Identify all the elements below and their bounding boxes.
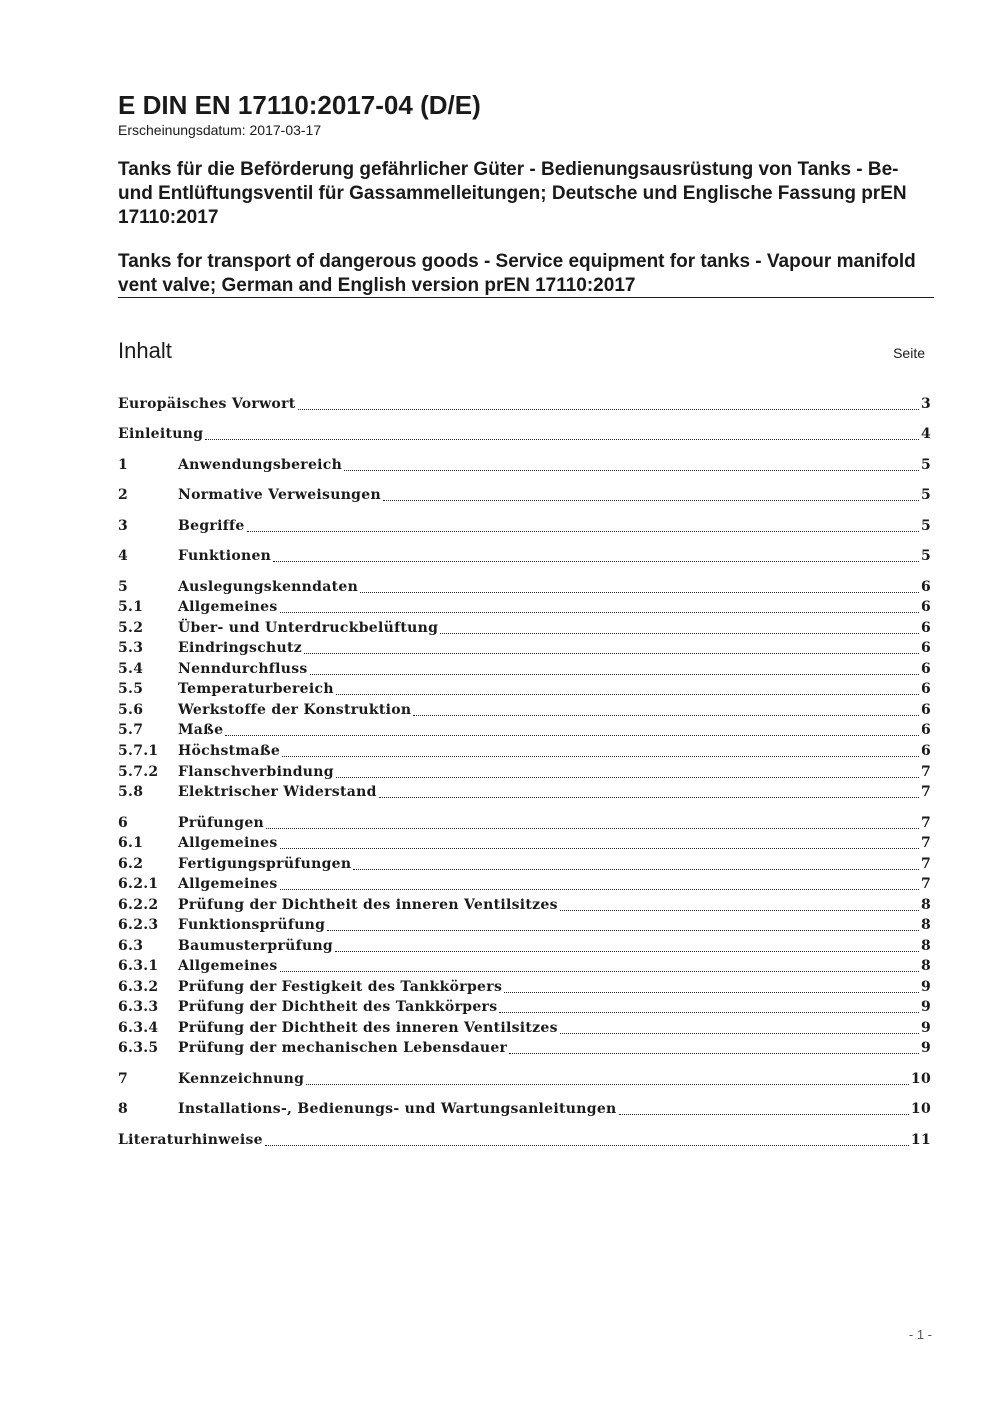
toc-entry[interactable] <box>118 997 931 1017</box>
toc-entry[interactable] <box>118 1038 931 1058</box>
toc-entry-number: 6.1 <box>118 835 144 851</box>
toc-entry-page: 5 <box>920 548 931 564</box>
toc-entry-page: 8 <box>920 917 931 933</box>
toc-entry-number: 5 <box>118 579 129 595</box>
toc-entry[interactable] <box>118 813 931 833</box>
toc-entry-title: Temperaturbereich <box>178 681 334 697</box>
dot-leader <box>225 735 919 736</box>
dot-leader <box>379 797 919 798</box>
toc-entry-page: 7 <box>920 876 931 892</box>
toc-entry[interactable] <box>118 915 931 935</box>
toc-entry-title: Normative Verweisungen <box>178 487 381 503</box>
toc-entry-title: Funktionen <box>178 548 272 564</box>
dot-leader <box>282 756 919 757</box>
title-divider <box>118 297 934 298</box>
toc-entry-page: 3 <box>920 396 931 412</box>
toc-entry-title: Auslegungskenndaten <box>178 579 359 595</box>
toc-entry[interactable] <box>118 577 931 597</box>
toc-entry-title: Prüfung der Dichtheit des inneren Ventilsitzes <box>178 1020 558 1036</box>
toc-entry-page: 6 <box>920 620 931 636</box>
toc-entry-page: 7 <box>920 815 931 831</box>
toc-entry-page: 6 <box>920 640 931 656</box>
dot-leader <box>327 930 919 931</box>
toc-entry-page: 6 <box>920 743 931 759</box>
dot-leader <box>360 592 919 593</box>
title-english: Tanks for transport of dangerous goods - Service equipment for tanks - Vapour manifold vent valve; German and English version prEN 17110:2017 <box>118 251 916 296</box>
toc-entry-number: 6.2.1 <box>118 876 159 892</box>
toc-entry-title: Allgemeines <box>178 958 278 974</box>
toc-entry-page: 9 <box>920 979 931 995</box>
toc-entry[interactable] <box>118 1069 931 1089</box>
toc-entry[interactable] <box>118 936 931 956</box>
dot-leader <box>310 674 919 675</box>
dot-leader <box>509 1053 919 1054</box>
dot-leader <box>298 409 919 410</box>
toc-entry[interactable] <box>118 546 931 566</box>
toc-entry[interactable] <box>118 618 931 638</box>
toc-entry-number: 5.4 <box>118 661 144 677</box>
toc-entry-page: 6 <box>920 722 931 738</box>
toc-entry-title: Installations-, Bedienungs- und Wartungsanleitungen <box>178 1101 617 1117</box>
dot-leader <box>336 777 919 778</box>
toc-entry[interactable] <box>118 1018 931 1038</box>
toc-entry-title: Prüfung der Dichtheit des inneren Ventilsitzes <box>178 897 558 913</box>
toc-entry[interactable] <box>118 638 931 658</box>
dot-leader <box>336 694 919 695</box>
toc-entry[interactable] <box>118 782 931 802</box>
toc-entry-title: Eindringschutz <box>178 640 302 656</box>
document-id: E DIN EN 17110:2017-04 (D/E) <box>118 90 481 120</box>
toc-entry-page: 9 <box>920 1020 931 1036</box>
toc-entry[interactable] <box>118 977 931 997</box>
toc-entry-number: 1 <box>118 457 129 473</box>
toc-entry-title: Europäisches Vorwort <box>118 396 296 412</box>
toc-entry[interactable] <box>118 956 931 976</box>
toc-entry[interactable] <box>118 1099 931 1119</box>
toc-entry-title: Prüfung der Dichtheit des Tankkörpers <box>178 999 498 1015</box>
toc-heading: Inhalt <box>118 338 172 363</box>
toc-entry-title: Literaturhinweise <box>118 1132 263 1148</box>
toc-entry-title: Prüfungen <box>178 815 265 831</box>
dot-leader <box>413 715 919 716</box>
toc-entry-page: 9 <box>920 1040 931 1056</box>
dot-leader <box>266 828 919 829</box>
toc-entry-title: Elektrischer Widerstand <box>178 784 377 800</box>
toc-entry[interactable] <box>118 1130 931 1150</box>
toc-entry-page: 7 <box>920 764 931 780</box>
toc-entry-number: 5.5 <box>118 681 144 697</box>
toc-entry-page: 6 <box>920 702 931 718</box>
dot-leader <box>335 951 919 952</box>
toc-entry-page: 6 <box>920 599 931 615</box>
toc-entry-page: 9 <box>920 999 931 1015</box>
toc-entry-title: Allgemeines <box>178 835 278 851</box>
toc-entry[interactable] <box>118 516 931 536</box>
toc-entry[interactable] <box>118 485 931 505</box>
dot-leader <box>273 561 919 562</box>
toc-entry-number: 5.2 <box>118 620 144 636</box>
toc-entry-number: 5.7.2 <box>118 764 159 780</box>
toc-entry-number: 5.7 <box>118 722 144 738</box>
toc-entry-number: 3 <box>118 518 129 534</box>
toc-entry[interactable] <box>118 394 931 414</box>
dot-leader <box>440 633 919 634</box>
toc-entry-title: Baumusterprüfung <box>178 938 334 954</box>
toc-entry[interactable] <box>118 700 931 720</box>
toc-page-column-heading: Seite <box>893 345 925 361</box>
dot-leader <box>265 1145 909 1146</box>
toc-entry-title: Begriffe <box>178 518 245 534</box>
toc-entry[interactable] <box>118 455 931 475</box>
toc-entry-title: Prüfung der Festigkeit des Tankkörpers <box>178 979 503 995</box>
toc-entry-page: 5 <box>920 457 931 473</box>
toc-entry-page: 4 <box>920 426 931 442</box>
toc-entry-number: 6.3.1 <box>118 958 159 974</box>
dot-leader <box>383 500 919 501</box>
toc-entry-number: 5.3 <box>118 640 144 656</box>
toc-entry-page: 8 <box>920 938 931 954</box>
toc-entry-number: 5.7.1 <box>118 743 159 759</box>
toc-entry-page: 6 <box>920 579 931 595</box>
toc-entry-title: Allgemeines <box>178 599 278 615</box>
toc-entry-title: Über- und Unterdruckbelüftung <box>178 620 439 636</box>
dot-leader <box>619 1114 909 1115</box>
toc-entry-number: 8 <box>118 1101 129 1117</box>
toc-entry-title: Höchstmaße <box>178 743 281 759</box>
toc-entry-title: Einleitung <box>118 426 204 442</box>
toc-entry-number: 6.3 <box>118 938 144 954</box>
toc-entry-title: Allgemeines <box>178 876 278 892</box>
toc-entry-title: Maße <box>178 722 224 738</box>
toc-entry-number: 6.3.4 <box>118 1020 159 1036</box>
toc-entry[interactable] <box>118 762 931 782</box>
toc-entry-page: 6 <box>920 661 931 677</box>
toc-entry-page: 10 <box>910 1101 931 1117</box>
toc-entry-title: Flanschverbindung <box>178 764 334 780</box>
toc-entry[interactable] <box>118 833 931 853</box>
toc-entry-page: 8 <box>920 958 931 974</box>
toc-entry-page: 11 <box>910 1132 931 1148</box>
dot-leader <box>280 848 919 849</box>
page-number: - 1 - <box>908 1327 932 1342</box>
toc-entry[interactable] <box>118 854 931 874</box>
toc-entry-page: 7 <box>920 856 931 872</box>
toc-entry-title: Nenndurchfluss <box>178 661 308 677</box>
dot-leader <box>306 1084 909 1085</box>
toc-entry-number: 5.1 <box>118 599 144 615</box>
toc-entry-number: 5.6 <box>118 702 144 718</box>
toc-entry-page: 5 <box>920 518 931 534</box>
toc-entry-page: 6 <box>920 681 931 697</box>
toc-entry-title: Funktionsprüfung <box>178 917 326 933</box>
toc-entry-number: 5.8 <box>118 784 144 800</box>
toc-entry-title: Fertigungsprüfungen <box>178 856 352 872</box>
toc-entry[interactable] <box>118 679 931 699</box>
toc-entry-number: 4 <box>118 548 129 564</box>
dot-leader <box>280 889 919 890</box>
publication-date: Erscheinungsdatum: 2017-03-17 <box>118 122 322 138</box>
title-german: Tanks für die Beförderung gefährlicher Güter - Bedienungsausrüstung von Tanks - Be- und Entlüftungsventil für Gassammelleitungen; Deutsche und Englische Fassung prEN 17110:2017 <box>118 159 907 228</box>
toc-entry[interactable] <box>118 720 931 740</box>
dot-leader <box>280 612 919 613</box>
dot-leader <box>344 470 919 471</box>
dot-leader <box>304 653 919 654</box>
toc-entry[interactable] <box>118 741 931 761</box>
toc-entry-number: 7 <box>118 1071 129 1087</box>
toc-entry[interactable] <box>118 424 931 444</box>
toc-entry-page: 5 <box>920 487 931 503</box>
toc-entry-title: Werkstoffe der Konstruktion <box>178 702 412 718</box>
toc-entry-number: 6.2.2 <box>118 897 159 913</box>
toc-entry[interactable] <box>118 597 931 617</box>
dot-leader <box>280 971 919 972</box>
toc-entry-number: 2 <box>118 487 129 503</box>
dot-leader <box>560 910 919 911</box>
toc-entry-number: 6.2 <box>118 856 144 872</box>
toc-entry-page: 8 <box>920 897 931 913</box>
dot-leader <box>504 992 919 993</box>
dot-leader <box>499 1012 919 1013</box>
toc-entry[interactable] <box>118 895 931 915</box>
dot-leader <box>353 869 919 870</box>
toc-entry-number: 6.3.2 <box>118 979 159 995</box>
toc-entry[interactable] <box>118 874 931 894</box>
toc-entry[interactable] <box>118 659 931 679</box>
toc-entry-title: Anwendungsbereich <box>178 457 343 473</box>
dot-leader <box>560 1033 919 1034</box>
toc-entry-number: 6.2.3 <box>118 917 159 933</box>
toc-entry-page: 7 <box>920 784 931 800</box>
toc-entry-page: 10 <box>910 1071 931 1087</box>
toc-entry-title: Kennzeichnung <box>178 1071 305 1087</box>
toc-entry-number: 6.3.5 <box>118 1040 159 1056</box>
dot-leader <box>247 531 919 532</box>
dot-leader <box>205 439 919 440</box>
toc-entry-title: Prüfung der mechanischen Lebensdauer <box>178 1040 508 1056</box>
toc-entry-page: 7 <box>920 835 931 851</box>
toc-entry-number: 6.3.3 <box>118 999 159 1015</box>
toc-entry-number: 6 <box>118 815 129 831</box>
